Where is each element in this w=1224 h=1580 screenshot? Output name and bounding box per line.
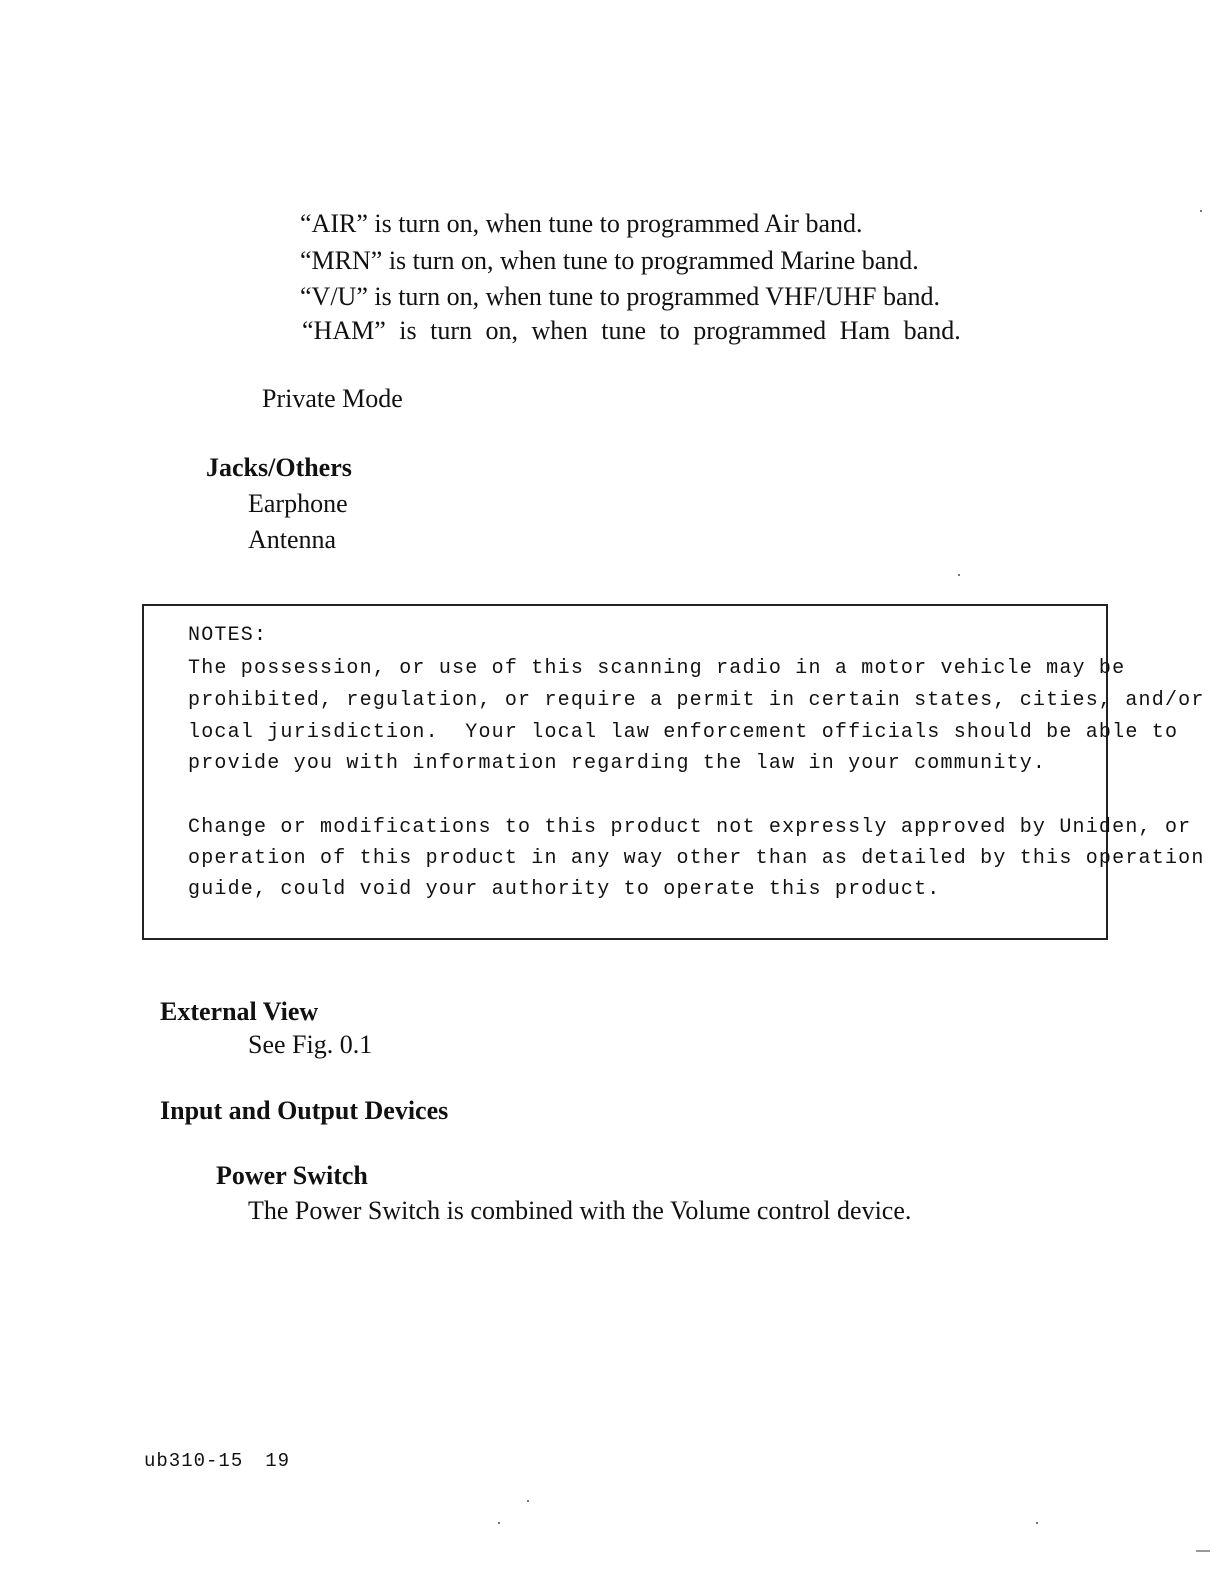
notes-p2-line3: guide, could void your authority to operate this product.: [188, 878, 941, 901]
private-mode-label: Private Mode: [262, 384, 403, 413]
jacks-item-antenna: Antenna: [248, 525, 337, 554]
scan-speck: [1036, 1522, 1038, 1524]
notes-p2-line1: Change or modifications to this product not expressly approved by Uniden, or: [188, 816, 1192, 839]
external-view-text: See Fig. 0.1: [248, 1030, 373, 1059]
scan-speck: [1200, 210, 1202, 212]
footer: [144, 1450, 290, 1472]
jacks-others-heading: Jacks/Others: [206, 453, 352, 482]
notes-label: NOTES:: [188, 624, 268, 647]
scan-speck: [527, 1500, 529, 1502]
scan-speck: [498, 1522, 500, 1524]
notes-p1-line2: prohibited, regulation, or require a permit in certain states, cities, and/or: [188, 689, 1205, 712]
scan-speck: [958, 574, 960, 576]
band-indicator-mrn: “MRN” is turn on, when tune to programmed Marine band.: [300, 246, 919, 275]
io-devices-heading: Input and Output Devices: [160, 1096, 449, 1125]
scan-mark: [1196, 1550, 1210, 1552]
notes-p2-line2: operation of this product in any way other than as detailed by this operation: [188, 847, 1205, 870]
band-indicator-air: “AIR” is turn on, when tune to programmed Air band.: [300, 209, 863, 238]
notes-p1-line3: local jurisdiction. Your local law enforcement officials should be able to: [188, 721, 1179, 744]
notes-p1-line1: The possession, or use of this scanning radio in a motor vehicle may be: [188, 657, 1126, 680]
notes-p1-line4: provide you with information regarding the law in your community.: [188, 752, 1047, 775]
power-switch-text: The Power Switch is combined with the Volume control device.: [248, 1196, 912, 1225]
band-indicator-ham: “HAM” is turn on, when tune to programmed Ham band.: [302, 316, 961, 345]
external-view-heading: External View: [160, 997, 319, 1026]
footer-doc-id: ub310-15: [144, 1450, 244, 1472]
power-switch-heading: Power Switch: [216, 1161, 368, 1190]
band-indicator-vu: “V/U” is turn on, when tune to programmed VHF/UHF band.: [300, 282, 941, 311]
footer-page-number: 19: [265, 1450, 291, 1472]
jacks-item-earphone: Earphone: [248, 489, 348, 518]
notes-box: [142, 604, 1205, 940]
